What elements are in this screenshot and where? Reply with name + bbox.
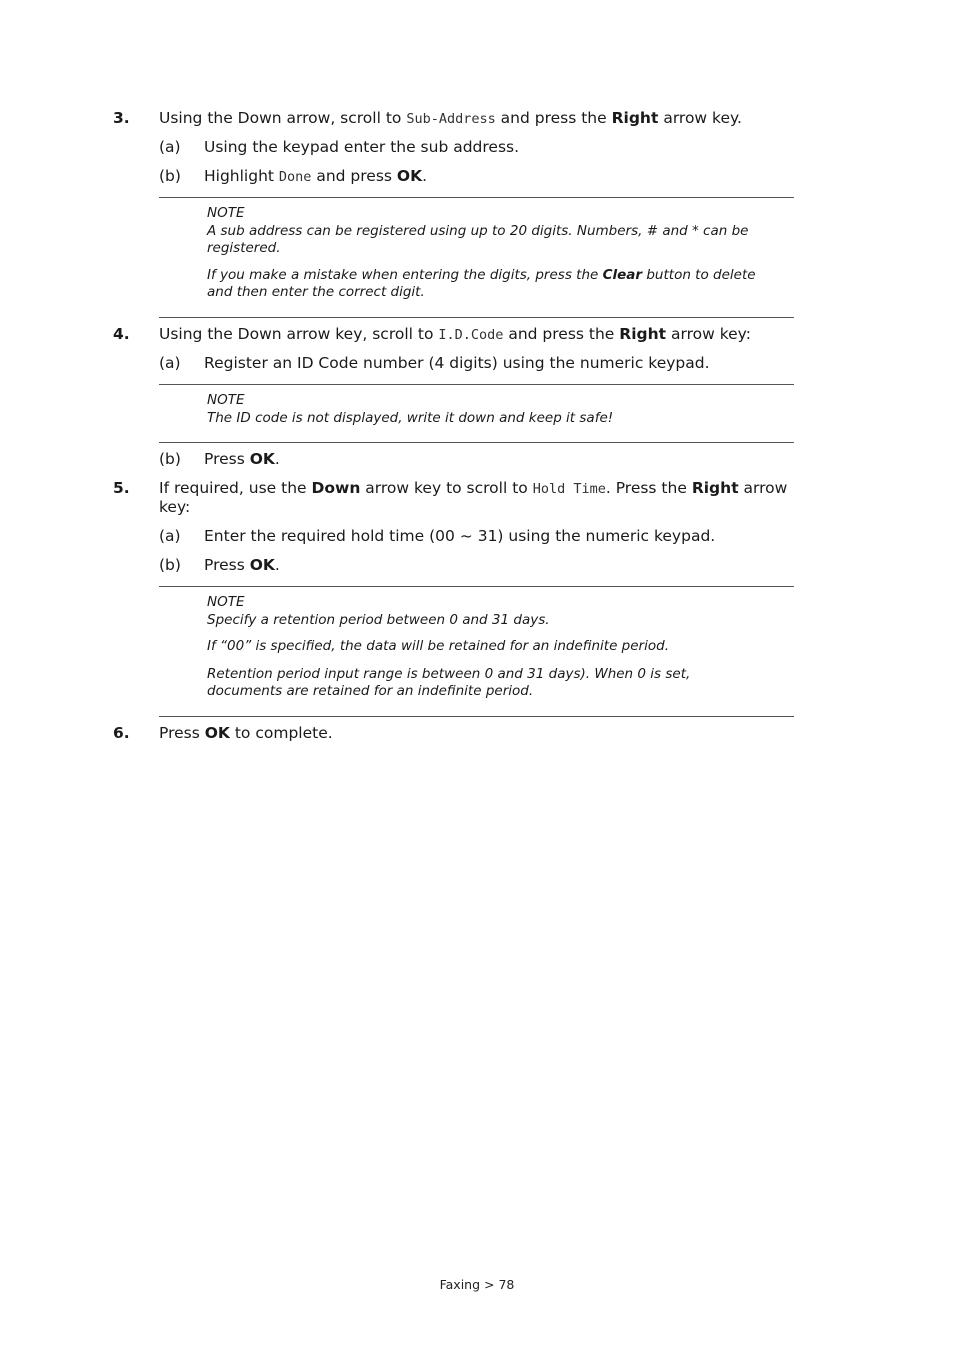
text: arrow key: [666,325,751,343]
substep-label: (a) [159,527,181,545]
substep-label: (b) [159,167,181,185]
key-name: Right [611,109,659,127]
substep-text: Using the keypad enter the sub address. [204,138,520,156]
menu-item-code: Done [278,169,312,185]
note-title: NOTE [207,594,245,610]
substep-text [204,450,280,469]
text: and press [311,167,397,185]
step-number: 3. [113,109,130,127]
key-name: Right [691,479,739,497]
text: to complete. [229,724,333,742]
note-divider-bottom [159,317,794,318]
text: . Press the [605,479,692,497]
text: . [422,167,428,185]
step-number: 6. [113,724,130,742]
step-instruction [159,109,742,129]
note-box [207,205,787,302]
text: arrow key. [658,109,742,127]
text: arrow [738,479,788,497]
page-footer: Faxing > 78 [439,1277,515,1292]
substep-text [204,167,427,187]
substep-label: (b) [159,556,181,574]
text: . [274,556,280,574]
text: Using the Down arrow, scroll to [159,109,407,127]
text: Press [159,724,205,742]
step-number: 5. [113,479,130,497]
key-name: OK [249,556,275,574]
menu-item-code: Sub-Address [406,111,496,127]
step-instruction [159,724,333,743]
note-divider-top [159,384,794,385]
substep-label: (a) [159,138,181,156]
substep-label: (b) [159,450,181,468]
note-divider-top [159,197,794,198]
note-divider-bottom [159,716,794,717]
note-paragraph: If “00” is specified, the data will be retained for an indefinite period. [207,638,669,654]
text: button to delete and then enter the correct digit. [207,266,756,300]
note-title: NOTE [207,205,245,221]
menu-item-code: I.D.Code [438,327,504,343]
text: . [274,450,280,468]
text: and press the [495,109,612,127]
key-name: Down [311,479,361,497]
step-number: 4. [113,325,130,343]
text: Highlight [204,167,279,185]
menu-item-code: Hold Time [532,481,606,497]
text: and press the [503,325,620,343]
note-divider-top [159,586,794,587]
substep-text [204,556,280,575]
text: arrow key to scroll to [360,479,533,497]
key-name: OK [249,450,275,468]
note-paragraph: A sub address can be registered using up to 20 digits. Numbers, # and * can be registered. [207,222,749,256]
note-paragraph [207,267,767,302]
note-box [207,392,787,427]
key-name: Right [619,325,667,343]
note-title: NOTE [207,392,245,408]
note-paragraph: Specify a retention period between 0 and 31 days. [207,611,550,628]
note-box [207,594,787,701]
note-paragraph: The ID code is not displayed, write it down and keep it safe! [207,409,614,426]
text: Press [204,450,250,468]
key-name: OK [396,167,423,185]
note-divider-bottom [159,442,794,443]
step-instruction-continued: key: [159,498,191,516]
substep-text: Register an ID Code number (4 digits) using the numeric keypad. [204,354,710,372]
key-name: OK [204,724,230,742]
text: Using the Down arrow key, scroll to [159,325,439,343]
step-instruction [159,479,787,499]
substep-text: Enter the required hold time (00 ~ 31) using the numeric keypad. [204,527,716,545]
text: If you make a mistake when entering the digits, press the [207,266,603,283]
button-name: Clear [602,266,643,283]
text: If required, use the [159,479,312,497]
note-paragraph: Retention period input range is between 0 and 31 days). When 0 is set, documents are retained for an indefinite period. [207,665,691,699]
step-instruction [159,325,751,345]
text: Press [204,556,250,574]
substep-label: (a) [159,354,181,372]
